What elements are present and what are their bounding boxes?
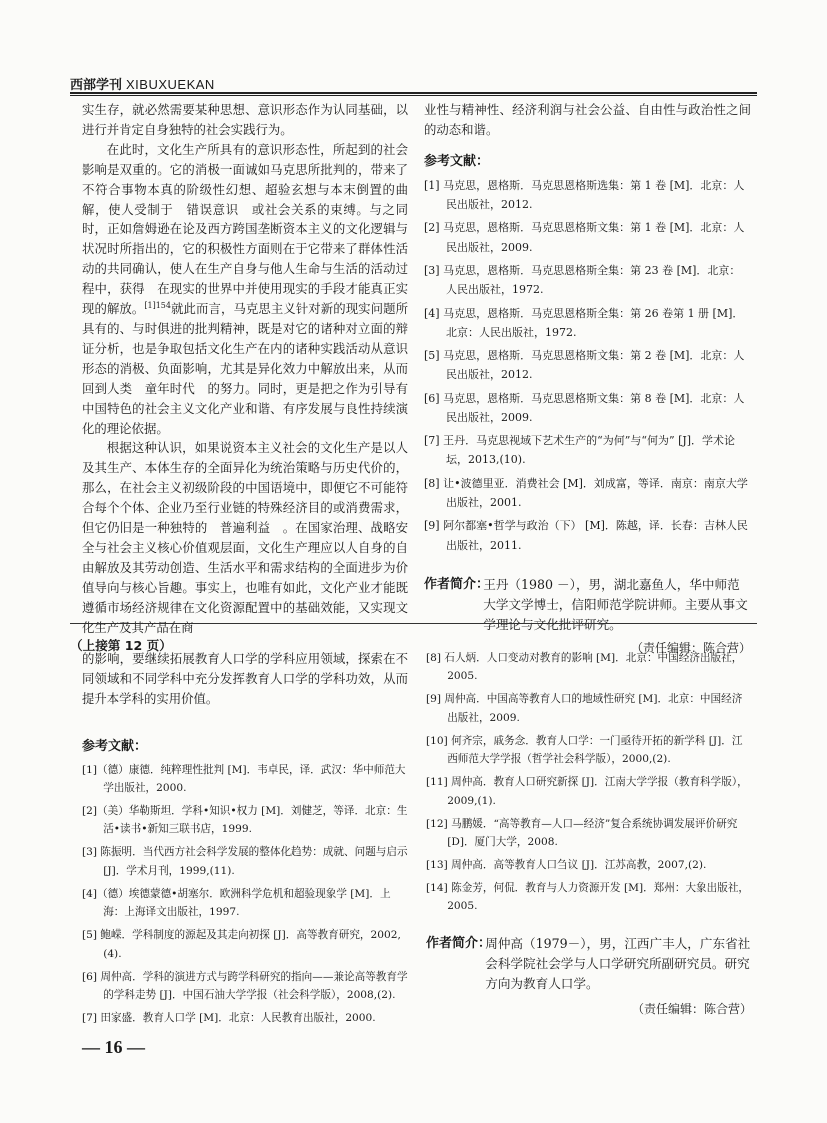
reference-list (82, 761, 408, 1028)
reference-item: [12] 马鹏媛．“高等教育—人口—经济”复合系统协调发展评价研究 [D]．厦门大学，2008. (426, 817, 738, 849)
reference-item: [5] 马克思，恩格斯．马克思恩格斯文集：第 2 卷 [M]．北京：人民出版社，2012. (424, 349, 745, 382)
article2-left-column (82, 649, 408, 1032)
reference-item: [8] 让•波德里亚．消费社会 [M]．刘成富，等译．南京：南京大学出版社，2001. (424, 476, 748, 510)
header-rule-thick (70, 92, 757, 94)
reference-item: [6] 马克思，恩格斯．马克思恩格斯文集：第 8 卷 [M]．北京：人民出版社，2009. (424, 391, 745, 424)
reference-item: [1] 马克思，恩格斯．马克思恩格斯选集：第 1 卷 [M]．北京：人民出版社，2012. (424, 178, 745, 211)
article2-right-column (426, 649, 752, 1020)
article-divider (70, 623, 757, 624)
author-bio (426, 934, 752, 994)
reference-item: [11] 周仲高．教育人口研究新探 [J]．江南大学学报（教育科学版），2009,(1). (426, 776, 748, 807)
reference-list (426, 649, 752, 916)
citation-mark: [1]154 (144, 300, 171, 310)
editor-credit: （责任编辑：陈合营） (630, 641, 751, 656)
reference-item: [8] 石人炳．人口变动对教育的影响 [M]．北京：中国经济出版社，2005. (426, 652, 743, 683)
reference-item: [1]（德）康德．纯粹理性批判 [M]．韦卓民，译．武汉：华中师范大学出版社，2000. (82, 763, 406, 795)
body-paragraph (82, 140, 408, 439)
body-text: 在此时，文化生产所具有的意识形态性，所起到的社会影响是双重的。它的消极一面诚如马克思所批判的，带来了不符合事物本真的阶级性幻想、超验玄想与本末倒置的曲解，使人受制于 错误意识 或社会关系的束缚。与之同时，正如詹姆逊在论及西方跨国垄断资本主义的文化逻辑与状况时所指出的，它的积极性方面则在于它带来了群体性活动的共同确认，使人在生产自身与他人生命与生活的活动过程中，获得 在现实的世界中并使用现实的手段才能真正实现的解放。 (82, 141, 408, 317)
page-number: — 16 — (82, 1037, 145, 1057)
reference-item: [7] 王丹．马克思视域下艺术生产的“为何”与“何为” [J]．学术论坛，2013,(10). (424, 434, 736, 467)
body-paragraph: 的影响，要继续拓展教育人口学的学科应用领域，探索在不同领域和不同学科中充分发挥教育人口学的学科功效，从而提升本学科的实用价值。 (82, 651, 408, 706)
body-paragraph: 业性与精神性、经济利润与社会公益、自由性与政治性之间的动态和谐。 (424, 102, 751, 137)
journal-name-cn: 西部学刊 (70, 78, 123, 93)
header-rule-thin (70, 95, 757, 96)
journal-name-latin: XIBUXUEKAN (126, 77, 215, 92)
references-heading: 参考文献： (82, 738, 148, 754)
reference-item: [9] 阿尔都塞•哲学与政治（下） [M]．陈越，译．长春：吉林人民出版社，2011. (424, 519, 748, 552)
author-bio-text: 周仲高（1979－），男，江西广丰人，广东省社会科学院社会学与人口学研究所副研究员。研究方向为教育人口学。 (485, 936, 751, 992)
running-header (70, 74, 215, 93)
article1-right-column (424, 100, 751, 659)
editor-credit: （责任编辑：陈合营） (631, 1002, 752, 1017)
references-heading: 参考文献： (424, 153, 490, 169)
reference-item: [2] 马克思，恩格斯．马克思恩格斯文集：第 1 卷 [M]．北京：人民出版社，2009. (424, 221, 745, 254)
reference-item: [5] 鲍嵘．学科制度的源起及其走向初探 [J]．高等教育研究，2002,(4). (82, 929, 401, 960)
reference-item: [13] 周仲高．高等教育人口刍议 [J]．江苏高教，2007,(2). (426, 859, 707, 872)
reference-item: [3] 陈振明．当代西方社会科学发展的整体化趋势：成就、问题与启示 [J]．学术月刊，1999,(11). (82, 846, 408, 877)
reference-item: [14] 陈金芳，何侃．教育与人力资源开发 [M]．郑州：大象出版社，2005. (426, 882, 750, 913)
reference-item: [2]（美）华勒斯坦．学科•知识•权力 [M]．刘健芝，等译．北京：生活•读书•新知三联书店，1999. (82, 805, 408, 836)
reference-item: [6] 周仲高．学科的演进方式与跨学科研究的指向——兼论高等教育学的学科走势 [J]．中国石油大学学报（社会科学版），2008,(2). (82, 970, 408, 1002)
reference-item: [10] 何齐宗，戚务念．教育人口学：一门亟待开拓的新学科 [J]．江西师范大学学报（哲学社会科学版），2000,(2). (426, 734, 743, 766)
body-paragraph: 根据这种认识，如果说资本主义社会的文化生产是以人及其生产、本体生存的全面异化为统治策略与历史代价的，那么，在社会主义初级阶段的中国语境中，即便它不可能符合每个个体、企业乃至行业链的特殊经济目的或消费需求，但它仍旧是一种独特的 普遍利益 。在国家治理、战略安全与社会主义核心价值观层面，文化生产理应以人自身的自由解放及其劳动创造、生活水平和需求结构的全面进步为价值导向与核心旨趣。事实上，也唯有如此，文化产业才能既遵循市场经济规律在文化资源配置中的基础效能，又实现文化生产及其产品在商 (82, 440, 408, 635)
body-text: 就此而言，马克思主义针对新的现实问题所具有的、与时俱进的批判精神，既是对它的诸种对立面的辩证分析，也是争取包括文化生产在内的诸种实践活动从意识形态的消极、负面影响，尤其是异化效力中解放出来，从而回到人类 童年时代 的努力。同时，更是把之作为引导有中国特色的社会主义文化产业和谐、有序发展与良性持续演化的理论依据。 (82, 301, 409, 436)
reference-item: [4] 马克思，恩格斯．马克思恩格斯全集：第 26 卷第 1 册 [M]．北京：人民出版社，1972. (424, 306, 744, 339)
author-bio-label: 作者简介： (426, 936, 492, 952)
author-bio-label: 作者简介： (424, 577, 490, 593)
author-bio (424, 575, 751, 635)
reference-list (424, 176, 751, 555)
reference-item: [3] 马克思，恩格斯．马克思恩格斯全集：第 23 卷 [M]．北京：人民出版社，1972. (424, 263, 741, 297)
article1-left-column (82, 100, 408, 637)
body-paragraph: 实生存，就必然需要某种思想、意识形态作为认同基础，以进行并肯定自身独特的社会实践行为。 (82, 102, 408, 137)
reference-item: [9] 周仲高．中国高等教育人口的地域性研究 [M]．北京：中国经济出版社，2009. (426, 693, 743, 724)
continued-from-label: （上接第 12 页） (70, 638, 172, 653)
reference-item: [7] 田家盛．教育人口学 [M]．北京：人民教育出版社，2000. (82, 1012, 376, 1025)
reference-item: [4]（德）埃德蒙德•胡塞尔．欧洲科学危机和超验现象学 [M]．上海：上海译文出版社，1997. (82, 887, 391, 919)
author-bio-text: 王丹（1980 －），男，湖北嘉鱼人，华中师范大学文学博士，信阳师范学院讲师。主要从事文学理论与文化批评研究。 (483, 577, 748, 633)
